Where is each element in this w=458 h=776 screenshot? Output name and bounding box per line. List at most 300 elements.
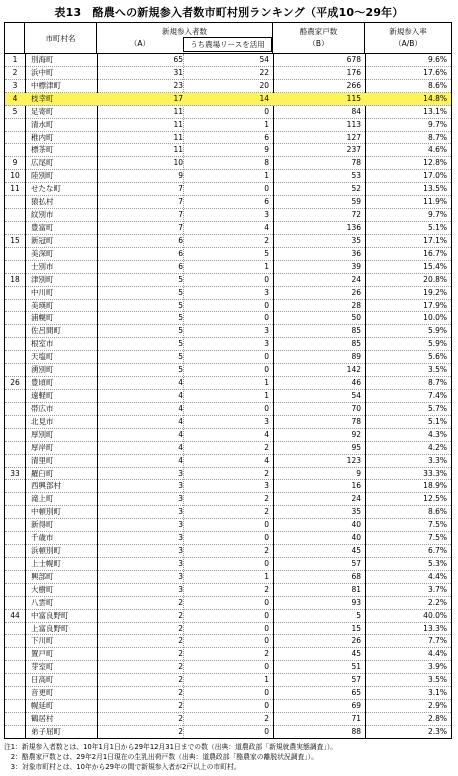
header-rate-unit: （A/B） [394, 39, 422, 48]
row-farms: 65 [351, 688, 361, 698]
row-rate: 8.7% [427, 378, 447, 388]
row-municipality: 清水町 [31, 119, 54, 129]
row-rate: 6.7% [427, 546, 447, 556]
table-body [5, 54, 451, 738]
row-farms: 70 [351, 403, 361, 413]
row-lease: 3 [264, 287, 269, 297]
row-rank: 2 [12, 67, 18, 77]
row-new-entrants: 4 [178, 403, 183, 413]
row-new-entrants: 4 [178, 390, 183, 400]
row-new-entrants: 2 [178, 636, 183, 646]
row-rank: 26 [10, 378, 20, 388]
row-new-entrants: 3 [178, 494, 183, 504]
row-municipality: 陸別町 [31, 171, 54, 181]
row-municipality: 滝上町 [31, 494, 54, 504]
row-municipality: 稚内町 [31, 132, 54, 142]
row-lease: 3 [264, 339, 269, 349]
row-lease: 0 [264, 300, 269, 310]
row-lease: 54 [259, 55, 269, 64]
header-farms-unit: （B） [308, 39, 329, 48]
row-lease: 22 [259, 67, 269, 77]
row-farms: 40 [351, 533, 361, 543]
row-new-entrants: 5 [178, 326, 183, 336]
row-farms: 72 [351, 210, 361, 220]
row-new-entrants: 4 [178, 416, 183, 426]
row-rate: 8.6% [427, 507, 447, 517]
row-municipality: 芽室町 [31, 662, 54, 672]
row-lease: 0 [264, 688, 269, 698]
row-lease: 1 [264, 119, 269, 129]
row-lease: 14 [259, 93, 269, 103]
row-farms: 85 [351, 326, 361, 336]
table-row [5, 222, 451, 235]
row-municipality: 厚岸町 [31, 442, 54, 452]
row-farms: 127 [346, 132, 361, 142]
table-row [5, 648, 451, 661]
header-new-entrants-label: 新規参入者数 [162, 27, 207, 36]
row-rate: 15.4% [423, 261, 447, 271]
row-new-entrants: 3 [178, 520, 183, 530]
row-municipality: 上士幌町 [31, 558, 61, 568]
row-new-entrants: 5 [178, 300, 183, 310]
row-farms: 9 [356, 468, 361, 478]
row-rank: 15 [10, 235, 20, 245]
row-new-entrants: 65 [173, 55, 183, 64]
row-farms: 142 [346, 365, 361, 375]
row-farms: 5 [356, 610, 361, 620]
row-rank: 5 [12, 106, 18, 116]
row-rate: 4.3% [427, 429, 447, 439]
row-new-entrants: 4 [178, 455, 183, 465]
row-municipality: 弟子屈町 [31, 726, 61, 736]
row-new-entrants: 6 [178, 248, 183, 258]
table-row [5, 726, 451, 738]
row-lease: 0 [264, 365, 269, 375]
row-municipality: 豊頃町 [31, 378, 54, 388]
row-lease: 0 [264, 313, 269, 323]
row-new-entrants: 7 [178, 210, 183, 220]
row-lease: 3 [264, 481, 269, 491]
row-municipality: 厚別町 [31, 429, 54, 439]
row-farms: 69 [351, 701, 361, 711]
row-lease: 2 [264, 649, 269, 659]
row-new-entrants: 3 [178, 533, 183, 543]
row-rate: 4.2% [427, 442, 447, 452]
table-row [5, 287, 451, 300]
row-lease: 1 [264, 675, 269, 685]
row-municipality: 帯広市 [31, 403, 54, 413]
table-row [5, 545, 451, 558]
row-lease: 2 [264, 235, 269, 245]
table-row [5, 506, 451, 519]
row-lease: 2 [264, 546, 269, 556]
row-municipality: 美深町 [31, 248, 54, 258]
row-rate: 7.7% [427, 636, 447, 646]
table-row [5, 300, 451, 313]
row-rate: 17.0% [423, 171, 447, 181]
row-farms: 35 [351, 507, 361, 517]
row-lease: 0 [264, 403, 269, 413]
table-title: 表13 酪農への新規参入者数市町村別ランキング（平成10～29年） [54, 6, 404, 19]
table-row [5, 274, 451, 287]
table-row [5, 584, 451, 597]
row-new-entrants: 3 [178, 481, 183, 491]
row-new-entrants: 3 [178, 468, 183, 478]
header-name: 市町村名 [25, 23, 97, 53]
row-lease: 2 [264, 468, 269, 478]
table-row [5, 455, 451, 468]
row-lease: 1 [264, 378, 269, 388]
row-rate: 12.8% [423, 158, 447, 168]
table-row [5, 635, 451, 648]
row-farms: 93 [351, 597, 361, 607]
row-farms: 16 [351, 481, 361, 491]
row-lease: 0 [264, 636, 269, 646]
row-new-entrants: 17 [173, 93, 183, 103]
row-rank: 44 [10, 610, 20, 620]
row-new-entrants: 5 [178, 287, 183, 297]
row-rate: 7.5% [427, 533, 447, 543]
row-lease: 0 [264, 662, 269, 672]
table-row [5, 119, 451, 132]
row-new-entrants: 3 [178, 584, 183, 594]
row-new-entrants: 4 [178, 442, 183, 452]
row-rate: 8.7% [427, 132, 447, 142]
table-row [5, 519, 451, 532]
table-row [5, 144, 451, 157]
row-rate: 5.3% [427, 558, 447, 568]
row-farms: 52 [351, 184, 361, 194]
row-rate: 11.9% [423, 197, 447, 207]
row-farms: 85 [351, 339, 361, 349]
row-new-entrants: 5 [178, 352, 183, 362]
header-rank [5, 23, 25, 53]
row-rate: 13.1% [423, 106, 447, 116]
row-rank: 11 [10, 184, 20, 194]
table-header [5, 23, 451, 54]
row-rate: 9.7% [427, 119, 447, 129]
row-farms: 51 [351, 662, 361, 672]
row-municipality: 新冠町 [31, 235, 54, 245]
row-municipality: 置戸町 [31, 649, 54, 659]
row-rate: 7.4% [427, 390, 447, 400]
header-farms [273, 23, 365, 53]
row-new-entrants: 2 [178, 597, 183, 607]
table-row [5, 106, 451, 119]
row-farms: 26 [351, 287, 361, 297]
row-farms: 45 [351, 649, 361, 659]
row-lease: 6 [264, 197, 269, 207]
table-row [5, 468, 451, 481]
footnote: 2：酪農家戸数とは、29年2月1日現在の生乳出荷戸数（出典：道農政部「酪農家の離脱状況調査」）。 [4, 753, 318, 761]
table-row [5, 403, 451, 416]
row-lease: 0 [264, 106, 269, 116]
row-municipality: 羅臼町 [31, 468, 54, 478]
table-row [5, 312, 451, 325]
row-new-entrants: 7 [178, 222, 183, 232]
row-rank: 1 [12, 55, 18, 64]
row-municipality: 北見市 [31, 416, 54, 426]
row-rank: 18 [10, 274, 20, 284]
row-rate: 5.7% [427, 403, 447, 413]
row-farms: 78 [351, 158, 361, 168]
row-lease: 4 [264, 429, 269, 439]
row-new-entrants: 2 [178, 662, 183, 672]
row-new-entrants: 3 [178, 558, 183, 568]
row-new-entrants: 23 [173, 80, 183, 90]
row-farms: 95 [351, 442, 361, 452]
row-lease: 8 [264, 158, 269, 168]
row-new-entrants: 7 [178, 197, 183, 207]
row-lease: 3 [264, 416, 269, 426]
row-municipality: 津別町 [31, 274, 54, 284]
row-lease: 0 [264, 520, 269, 530]
table-row [5, 532, 451, 545]
table-row [5, 93, 451, 106]
header-new-entrants-unit: （A） [129, 39, 151, 48]
table-row [5, 351, 451, 364]
row-rate: 16.7% [423, 248, 447, 258]
row-lease: 4 [264, 222, 269, 232]
row-farms: 24 [351, 274, 361, 284]
row-municipality: 別海町 [31, 55, 54, 64]
row-municipality: 根室市 [31, 339, 54, 349]
row-farms: 92 [351, 429, 361, 439]
footnote: 3：対象市町村とは、10年から29年の間で新規参入者が2戸以上の市町村。 [4, 763, 241, 771]
table-row [5, 442, 451, 455]
table-row [5, 364, 451, 377]
row-lease: 20 [259, 80, 269, 90]
row-lease: 0 [264, 352, 269, 362]
row-new-entrants: 2 [178, 714, 183, 724]
row-farms: 54 [351, 390, 361, 400]
row-municipality: 千歳市 [31, 533, 54, 543]
table-row [5, 429, 451, 442]
header-farms-label: 酪農家戸数 [299, 27, 338, 36]
row-farms: 36 [351, 248, 361, 258]
row-rate: 2.2% [427, 597, 447, 607]
row-farms: 68 [351, 571, 361, 581]
row-rate: 14.8% [423, 93, 447, 103]
row-new-entrants: 5 [178, 274, 183, 284]
row-municipality: 下川町 [31, 636, 54, 646]
row-lease: 5 [264, 248, 269, 258]
row-new-entrants: 2 [178, 675, 183, 685]
row-lease: 6 [264, 132, 269, 142]
row-lease: 2 [264, 442, 269, 452]
table-row [5, 338, 451, 351]
row-farms: 59 [351, 197, 361, 207]
row-farms: 28 [351, 300, 361, 310]
row-municipality: 天塩町 [31, 352, 54, 362]
table-row [5, 235, 451, 248]
row-farms: 115 [346, 93, 361, 103]
row-new-entrants: 9 [178, 171, 183, 181]
table-row [5, 209, 451, 222]
row-lease: 1 [264, 171, 269, 181]
table-row [5, 700, 451, 713]
row-municipality: 新得町 [31, 520, 54, 530]
table-row [5, 196, 451, 209]
row-municipality: 標茶町 [31, 145, 54, 155]
row-rate: 4.4% [427, 649, 447, 659]
row-rate: 2.9% [427, 701, 447, 711]
row-new-entrants: 2 [178, 701, 183, 711]
row-farms: 39 [351, 261, 361, 271]
table-row [5, 713, 451, 726]
row-rate: 5.9% [427, 339, 447, 349]
row-new-entrants: 2 [178, 688, 183, 698]
row-municipality: 広尾町 [31, 158, 54, 168]
row-lease: 0 [264, 701, 269, 711]
row-new-entrants: 2 [178, 610, 183, 620]
row-rate: 4.6% [427, 145, 447, 155]
row-farms: 57 [351, 675, 361, 685]
row-rate: 9.6% [427, 55, 447, 64]
table-row [5, 623, 451, 636]
row-new-entrants: 6 [178, 235, 183, 245]
row-rate: 33.3% [423, 468, 447, 478]
row-municipality: 浦幌町 [31, 313, 54, 323]
row-farms: 84 [351, 106, 361, 116]
table-row [5, 597, 451, 610]
row-new-entrants: 4 [178, 429, 183, 439]
row-new-entrants: 5 [178, 313, 183, 323]
header-rate-label: 新規参入率 [389, 27, 427, 36]
row-farms: 35 [351, 235, 361, 245]
table-row [5, 661, 451, 674]
row-farms: 237 [346, 145, 361, 155]
row-lease: 2 [264, 584, 269, 594]
row-farms: 24 [351, 494, 361, 504]
row-farms: 89 [351, 352, 361, 362]
row-new-entrants: 2 [178, 726, 183, 736]
row-rate: 3.3% [427, 455, 447, 465]
row-lease: 0 [264, 623, 269, 633]
header-rate [365, 23, 451, 53]
row-municipality: 佐呂間町 [31, 326, 61, 336]
row-municipality: 上富良野町 [31, 623, 69, 633]
row-farms: 50 [351, 313, 361, 323]
row-new-entrants: 11 [173, 132, 183, 142]
row-farms: 123 [346, 455, 361, 465]
row-farms: 53 [351, 171, 361, 181]
row-farms: 136 [346, 222, 361, 232]
row-rate: 12.5% [423, 494, 447, 504]
row-municipality: 猿払村 [31, 197, 54, 207]
row-municipality: 遠軽町 [31, 390, 54, 400]
row-rank: 10 [10, 171, 20, 181]
row-municipality: 枝幸町 [31, 93, 54, 103]
row-new-entrants: 3 [178, 571, 183, 581]
row-municipality: 幌延町 [31, 701, 54, 711]
header-new-entrants [97, 23, 273, 53]
table-row [5, 54, 451, 67]
row-farms: 15 [351, 623, 361, 633]
ranking-table [4, 22, 452, 739]
row-rate: 9.7% [427, 210, 447, 220]
row-rate: 5.1% [427, 222, 447, 232]
table-row [5, 480, 451, 493]
row-farms: 46 [351, 378, 361, 388]
row-rate: 2.8% [427, 714, 447, 724]
row-lease: 3 [264, 326, 269, 336]
row-rate: 8.6% [427, 80, 447, 90]
row-lease: 0 [264, 597, 269, 607]
row-municipality: 八雲町 [31, 597, 54, 607]
row-new-entrants: 11 [173, 106, 183, 116]
row-municipality: 豊富町 [31, 222, 54, 232]
row-rate: 17.6% [423, 67, 447, 77]
row-new-entrants: 5 [178, 339, 183, 349]
row-new-entrants: 6 [178, 261, 183, 271]
row-farms: 88 [351, 726, 361, 736]
table-row [5, 170, 451, 183]
table-row [5, 558, 451, 571]
row-municipality: 中標津町 [31, 80, 61, 90]
row-farms: 26 [351, 636, 361, 646]
table-row [5, 493, 451, 506]
row-lease: 0 [264, 558, 269, 568]
row-rate: 18.9% [423, 481, 447, 491]
row-lease: 0 [264, 610, 269, 620]
row-new-entrants: 3 [178, 507, 183, 517]
row-rate: 5.6% [427, 352, 447, 362]
row-new-entrants: 2 [178, 649, 183, 659]
row-rate: 17.9% [423, 300, 447, 310]
row-rate: 3.7% [427, 584, 447, 594]
row-lease: 0 [264, 184, 269, 194]
row-municipality: 音更町 [31, 688, 54, 698]
table-row [5, 248, 451, 261]
row-municipality: せたな町 [31, 184, 61, 194]
row-lease: 0 [264, 726, 269, 736]
row-lease: 1 [264, 261, 269, 271]
row-lease: 4 [264, 455, 269, 465]
row-municipality: 興部町 [31, 571, 54, 581]
row-municipality: 西興部村 [31, 481, 61, 491]
row-new-entrants: 5 [178, 365, 183, 375]
row-lease: 2 [264, 714, 269, 724]
table-row [5, 674, 451, 687]
row-rate: 3.1% [427, 688, 447, 698]
row-municipality: 浜頓別町 [31, 546, 61, 556]
table-row [5, 157, 451, 170]
table-row [5, 80, 451, 93]
row-rate: 4.4% [427, 571, 447, 581]
row-rate: 10.0% [423, 313, 447, 323]
table-row [5, 687, 451, 700]
table-row [5, 132, 451, 145]
row-new-entrants: 11 [173, 145, 183, 155]
row-farms: 176 [346, 67, 361, 77]
row-new-entrants: 31 [173, 67, 183, 77]
row-rank: 4 [12, 93, 18, 103]
row-new-entrants: 4 [178, 378, 183, 388]
row-lease: 2 [264, 507, 269, 517]
row-farms: 57 [351, 558, 361, 568]
row-municipality: 日高町 [31, 675, 54, 685]
row-farms: 678 [346, 55, 361, 64]
row-rank: 3 [12, 80, 18, 90]
row-rate: 5.9% [427, 326, 447, 336]
row-lease: 0 [264, 274, 269, 284]
row-rank: 9 [12, 158, 18, 168]
row-rate: 19.2% [423, 287, 447, 297]
row-rate: 13.3% [423, 623, 447, 633]
row-lease: 0 [264, 533, 269, 543]
row-municipality: 湧別町 [31, 365, 54, 375]
